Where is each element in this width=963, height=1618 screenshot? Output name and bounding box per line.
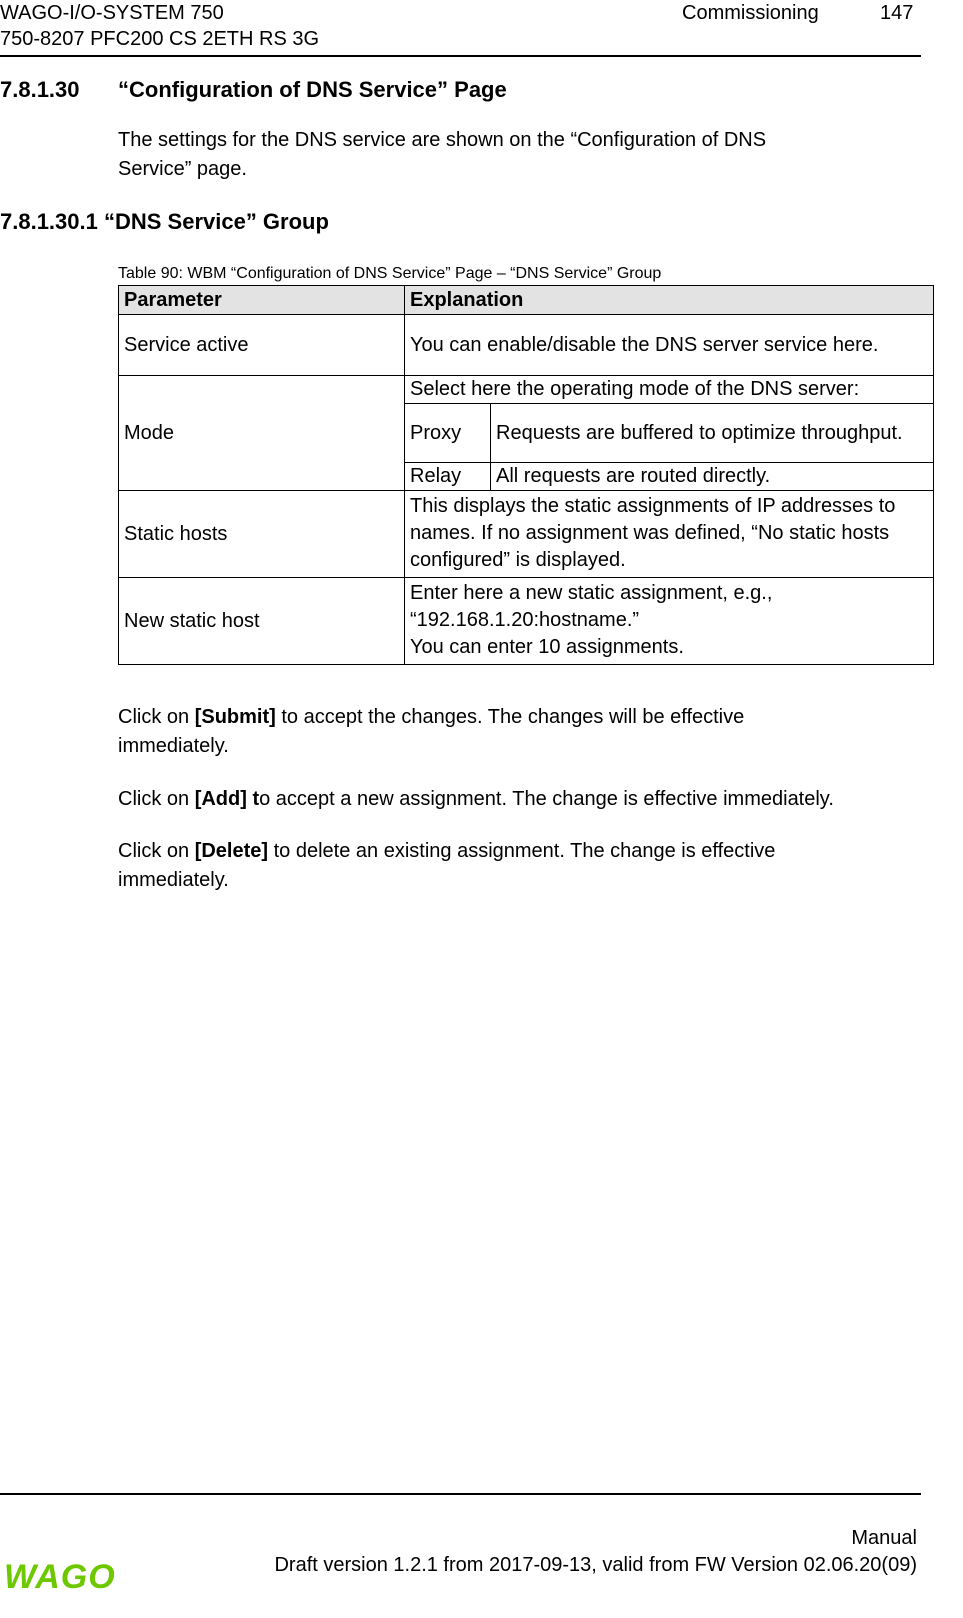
mode-proxy-label: Proxy: [405, 404, 491, 463]
param-new-static-host: New static host: [119, 578, 405, 665]
explanation-mode-intro: Select here the operating mode of the DNS server:: [405, 376, 934, 404]
table-row: [119, 578, 934, 665]
table-row: [119, 376, 934, 404]
section-intro-line2: Service” page.: [118, 158, 247, 180]
new-static-host-line2: “192.168.1.20:hostname.”: [410, 609, 640, 631]
mode-relay-label: Relay: [405, 463, 491, 491]
explanation-new-static-host: [405, 578, 934, 665]
header-chapter: Commissioning: [682, 2, 819, 24]
col-parameter: Parameter: [119, 286, 405, 315]
new-static-host-line1: Enter here a new static assignment, e.g.,: [410, 582, 773, 604]
subsection-title: 7.8.1.30.1 “DNS Service” Group: [0, 209, 329, 234]
wago-logo-text: WAGO: [4, 1558, 116, 1594]
col-explanation: Explanation: [405, 286, 934, 315]
param-service-active: Service active: [119, 315, 405, 376]
footer-draft-line: Draft version 1.2.1 from 2017-09-13, valid from FW Version 02.06.20(09): [274, 1554, 917, 1576]
table-caption: Table 90: WBM “Configuration of DNS Service” Page – “DNS Service” Group: [118, 265, 662, 282]
new-static-host-line3: You can enter 10 assignments.: [410, 636, 684, 658]
add-paragraph: Click on [Add] to accept a new assignment. The change is effective immediately.: [118, 788, 834, 810]
delete-paragraph-line1: Click on [Delete] to delete an existing assignment. The change is effective: [118, 840, 776, 862]
wago-logo: [2, 1558, 120, 1594]
mode-relay-text: All requests are routed directly.: [491, 463, 934, 491]
dns-service-table: [118, 285, 934, 665]
section-intro-line1: The settings for the DNS service are shown on the “Configuration of DNS: [118, 129, 767, 151]
header-product: 750-8207 PFC200 CS 2ETH RS 3G: [0, 28, 320, 50]
delete-keyword: [Delete]: [194, 840, 269, 862]
footer-doc-type: Manual: [851, 1527, 917, 1549]
explanation-service-active: You can enable/disable the DNS server service here.: [405, 315, 934, 376]
submit-keyword: [Submit]: [194, 706, 276, 728]
submit-paragraph-line1: Click on [Submit] to accept the changes. The changes will be effective: [118, 706, 745, 728]
param-static-hosts: Static hosts: [119, 491, 405, 578]
explanation-static-hosts: This displays the static assignments of IP addresses to names. If no assignment was defined, “No static hosts configured” is displayed.: [405, 491, 934, 578]
table-row: [119, 491, 934, 578]
delete-paragraph-line2: immediately.: [118, 869, 229, 891]
footer-rule: [0, 1493, 921, 1495]
mode-proxy-text: Requests are buffered to optimize throughput.: [491, 404, 934, 463]
table-header-row: [119, 286, 934, 315]
header-series: WAGO-I/O-SYSTEM 750: [0, 2, 224, 24]
add-keyword: [Add] t: [194, 788, 260, 810]
submit-paragraph-line2: immediately.: [118, 735, 229, 757]
section-number: 7.8.1.30: [0, 77, 80, 102]
param-mode: Mode: [119, 376, 405, 491]
header-page-number: 147: [880, 2, 914, 24]
header-rule: [0, 55, 921, 57]
table-row: [119, 315, 934, 376]
section-title: “Configuration of DNS Service” Page: [118, 77, 507, 102]
